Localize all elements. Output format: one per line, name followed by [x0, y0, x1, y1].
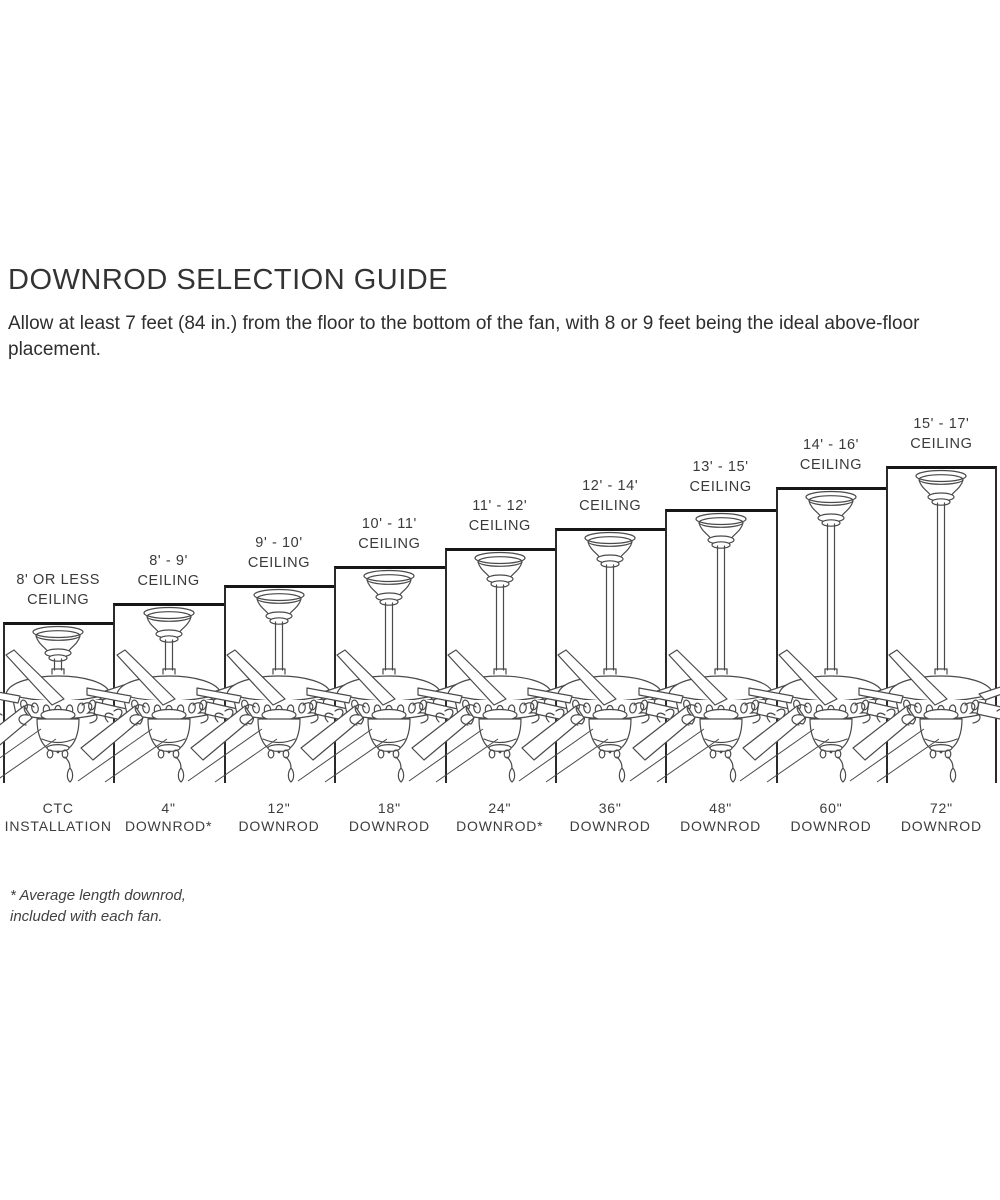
downrod-length: 12" [267, 800, 291, 816]
footnote-line2: included with each fan. [10, 908, 163, 925]
downrod-word: DOWNROD [680, 817, 762, 834]
downrod-length: 72" [929, 800, 953, 816]
ceiling-range: 8' - 9' [149, 553, 188, 569]
footnote-line1: * Average length downrod, [10, 887, 186, 904]
downrod-word: DOWNROD [348, 817, 430, 834]
downrod-label [861, 800, 1000, 835]
fan-body [850, 650, 1000, 782]
downrod-word: DOWNROD* [124, 817, 213, 834]
ceiling-word: CEILING [27, 591, 90, 608]
downrod-word: DOWNROD [569, 817, 651, 834]
ceiling-range: 11' - 12' [472, 498, 528, 514]
downrod-length: 4" [161, 800, 176, 816]
pull-chain [948, 757, 953, 768]
footnote [10, 885, 186, 927]
ceiling-word: CEILING [910, 435, 973, 452]
ceiling-word: CEILING [799, 456, 863, 473]
downrod-length: 60" [819, 800, 843, 816]
ceiling-word: CEILING [689, 478, 752, 495]
page-subtitle: Allow at least 7 feet (84 in.) from the floor to the bottom of the fan, with 8 or 9 feet being the ideal above-floor placement. [8, 313, 920, 360]
ceiling-range: 12' - 14' [582, 478, 639, 494]
ceiling-word: CEILING [358, 535, 421, 552]
downrod-word: DOWNROD* [456, 817, 544, 834]
ceiling-range: 13' - 15' [692, 459, 749, 475]
downrod-length: CTC [42, 800, 74, 816]
ceiling-label [861, 412, 1000, 454]
downrod-word: DOWNROD [790, 817, 872, 834]
downrod [935, 503, 947, 674]
canopy-mount [916, 471, 966, 506]
ceiling-word: CEILING [247, 554, 311, 571]
ceiling-word: CEILING [468, 517, 531, 534]
blade-lower-right [977, 702, 1000, 724]
downrod-length: 24" [488, 800, 512, 816]
switch-housing [920, 719, 962, 748]
ceiling-word: CEILING [579, 497, 642, 514]
downrod-word: INSTALLATION [4, 817, 112, 834]
downrod-word: DOWNROD [900, 817, 982, 834]
ceiling-range: 8' OR LESS [16, 572, 101, 588]
downrod-length: 36" [598, 800, 622, 816]
ceiling-range: 10' - 11' [361, 516, 417, 532]
downrod-length: 48" [709, 800, 733, 816]
fan-illustration [826, 466, 1000, 783]
ceiling-range: 9' - 10' [255, 535, 303, 551]
pull-chain-drop [951, 768, 956, 782]
downrod-word: DOWNROD [238, 817, 320, 834]
ceiling-word: CEILING [137, 572, 200, 589]
ceiling-range: 14' - 16' [802, 437, 860, 453]
ceiling-range: 15' - 17' [913, 416, 970, 432]
downrod-length: 18" [377, 800, 401, 816]
page-title: DOWNROD SELECTION GUIDE [8, 264, 449, 296]
